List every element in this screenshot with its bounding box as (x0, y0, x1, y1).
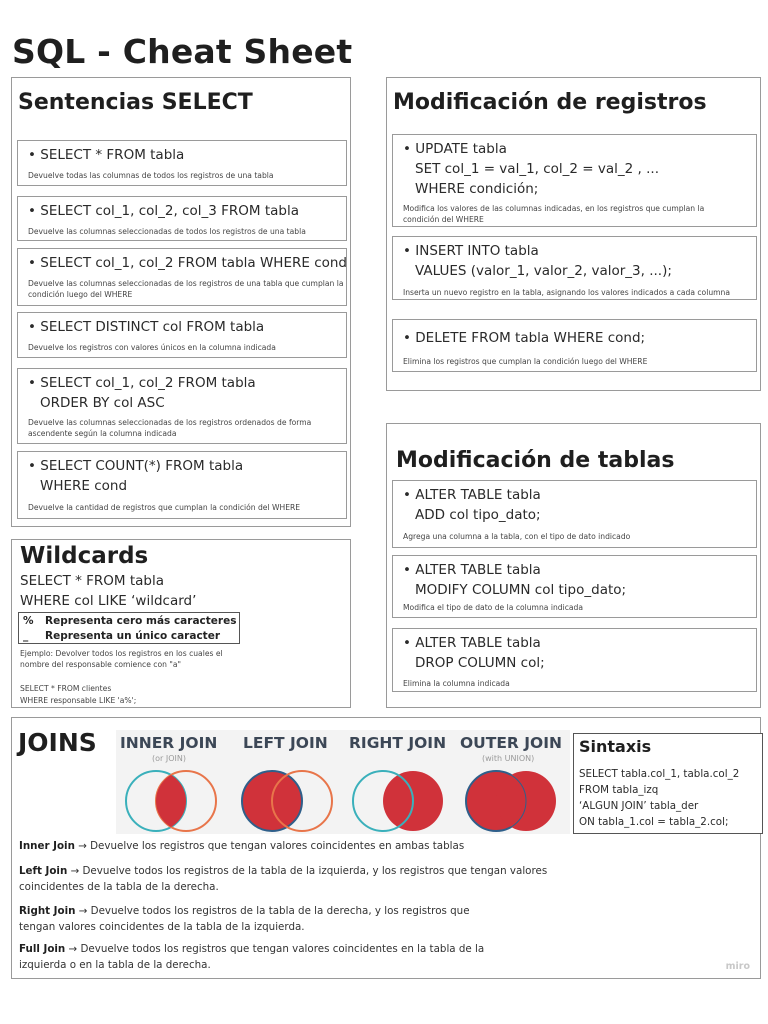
card-line: WHERE cond (40, 478, 128, 494)
wildcards-line: WHERE col LIKE ‘wildcard’ (20, 593, 197, 609)
sintaxis-box (573, 733, 763, 834)
card-line: • DELETE FROM tabla WHERE cond; (403, 330, 646, 346)
sintaxis-line: FROM tabla_izq (579, 784, 659, 796)
card-line: ADD col tipo_dato; (415, 507, 541, 523)
arrow-icon: → (70, 865, 80, 877)
join-name: Full Join (19, 943, 66, 955)
select-card (17, 196, 347, 241)
card-description: Modifica el tipo de dato de la columna indicada (403, 603, 583, 612)
select-panel (11, 77, 351, 527)
sintaxis-line: SELECT tabla.col_1, tabla.col_2 (579, 768, 740, 780)
inner-join-venn (126, 771, 216, 831)
join-label: RIGHT JOIN (349, 734, 447, 752)
wildcards-panel (11, 539, 351, 708)
sintaxis-title: Sintaxis (579, 737, 652, 756)
wildcard-symbol: % (23, 615, 34, 627)
card-line: • SELECT * FROM tabla (28, 147, 185, 163)
wildcard-meaning: Representa un único caracter (45, 630, 220, 642)
wildcards-title: Wildcards (20, 543, 149, 569)
arrow-icon: → (78, 905, 88, 917)
join-sublabel: (or JOIN) (152, 754, 186, 763)
tabla-card (392, 480, 757, 548)
joins-panel (11, 717, 761, 979)
registro-card (392, 236, 757, 300)
wildcards-example: nombre del responsable comience con "a" (20, 660, 181, 669)
card-line: • UPDATE tabla (403, 141, 507, 157)
card-line: • ALTER TABLE tabla (403, 562, 541, 578)
select-card (17, 368, 347, 444)
card-description: Elimina la columna indicada (403, 679, 510, 688)
wildcard-symbol: _ (23, 630, 29, 642)
select-card (17, 140, 347, 186)
join-name: Right Join (19, 905, 76, 917)
registro-card (392, 319, 757, 372)
card-line: • ALTER TABLE tabla (403, 635, 541, 651)
joins-title: JOINS (18, 728, 97, 757)
card-line: ORDER BY col ASC (40, 395, 165, 411)
join-name: Inner Join (19, 840, 75, 852)
card-line: • SELECT col_1, col_2 FROM tabla (28, 375, 256, 391)
card-line: • SELECT col_1, col_2, col_3 FROM tabla (28, 203, 300, 219)
join-label: LEFT JOIN (243, 734, 328, 752)
card-description: Devuelve todas las columnas de todos los registros de una tabla (28, 171, 274, 180)
select-card (17, 451, 347, 519)
card-description: Devuelve las columnas seleccionadas de todos los registros de una tabla (28, 227, 306, 236)
card-line: SET col_1 = val_1, col_2 = val_2 , ... (415, 161, 660, 177)
right-join-venn (353, 771, 443, 831)
select-card (17, 248, 347, 306)
modificacion-tablas-title: Modificación de tablas (396, 448, 675, 473)
wildcards-example: SELECT * FROM clientes (20, 684, 112, 693)
card-line: WHERE condición; (415, 181, 539, 197)
card-description: Inserta un nuevo registro en la tabla, asignando los valores indicados a cada columna (403, 288, 730, 297)
card-line: • SELECT COUNT(*) FROM tabla (28, 458, 244, 474)
wildcards-row (19, 614, 239, 628)
modificacion-registros-panel (386, 77, 761, 391)
join-label: OUTER JOIN (460, 734, 562, 752)
card-line: • INSERT INTO tabla (403, 243, 539, 259)
select-panel-title: Sentencias SELECT (18, 90, 253, 115)
card-description: Devuelve las columnas seleccionadas de los registros de una tabla que cumplan la condición luego del WHERE (28, 279, 344, 299)
arrow-icon: → (68, 943, 78, 955)
card-line: • SELECT DISTINCT col FROM tabla (28, 319, 265, 335)
wildcard-meaning: Representa cero más caracteres (45, 615, 237, 627)
card-line: VALUES (valor_1, valor_2, valor_3, ...); (415, 263, 672, 279)
card-description: Devuelve la cantidad de registros que cumplan la condición del WHERE (28, 503, 301, 512)
wildcards-example: WHERE responsable LIKE 'a%'; (20, 696, 137, 705)
card-line: MODIFY COLUMN col tipo_dato; (415, 582, 627, 598)
join-description: Right Join → Devuelve todos los registros de la tabla de la derecha, y los registros que tengan valores coincidentes de la tabla de la izquierda. (19, 905, 470, 933)
sintaxis-line: ON tabla_1.col = tabla_2.col; (579, 816, 729, 828)
card-description: Agrega una columna a la tabla, con el tipo de dato indicado (403, 532, 631, 541)
page-title: SQL - Cheat Sheet (12, 32, 353, 71)
card-description: Devuelve las columnas seleccionadas de los registros ordenados de forma ascendente según la columna indicada (28, 418, 312, 438)
join-name: Left Join (19, 865, 68, 877)
arrow-icon: → (78, 840, 87, 852)
wildcards-example: Ejemplo: Devolver todos los registros en los cuales el (20, 649, 223, 658)
tabla-card (392, 555, 757, 618)
card-line: • ALTER TABLE tabla (403, 487, 541, 503)
wildcards-table (18, 612, 240, 644)
card-description: Modifica los valores de las columnas indicadas, en los registros que cumplan la condición del WHERE (403, 204, 705, 224)
join-description: Inner Join → Devuelve los registros que tengan valores coincidentes en ambas tablas (19, 840, 465, 852)
join-sublabel: (with UNION) (482, 754, 535, 763)
card-description: Elimina los registros que cumplan la condición luego del WHERE (403, 357, 648, 366)
card-description: Devuelve los registros con valores únicos en la columna indicada (28, 343, 276, 352)
join-description: Full Join → Devuelve todos los registros que tengan valores coincidentes en la tabla de la izquierda o en la tabla de la derecha. (19, 943, 485, 971)
sintaxis-line: ‘ALGUN JOIN’ tabla_der (579, 800, 699, 812)
card-line: • SELECT col_1, col_2 FROM tabla WHERE cond (28, 255, 347, 271)
tabla-card (392, 628, 757, 692)
miro-watermark: miro (725, 961, 750, 972)
join-label: INNER JOIN (120, 734, 218, 752)
card-line: DROP COLUMN col; (415, 655, 545, 671)
join-description: Left Join → Devuelve todos los registros de la tabla de la izquierda, y los registros que tengan valores coincidentes de la tabla de la derecha. (19, 865, 548, 893)
venn-diagrams (116, 730, 570, 834)
registro-card (392, 134, 757, 227)
wildcards-row (19, 629, 239, 643)
outer-join-venn (466, 771, 556, 831)
modificacion-registros-title: Modificación de registros (393, 90, 707, 115)
left-join-venn (242, 771, 332, 831)
select-card (17, 312, 347, 358)
wildcards-line: SELECT * FROM tabla (20, 573, 165, 589)
modificacion-tablas-panel (386, 423, 761, 708)
joins-diagram (116, 730, 570, 834)
